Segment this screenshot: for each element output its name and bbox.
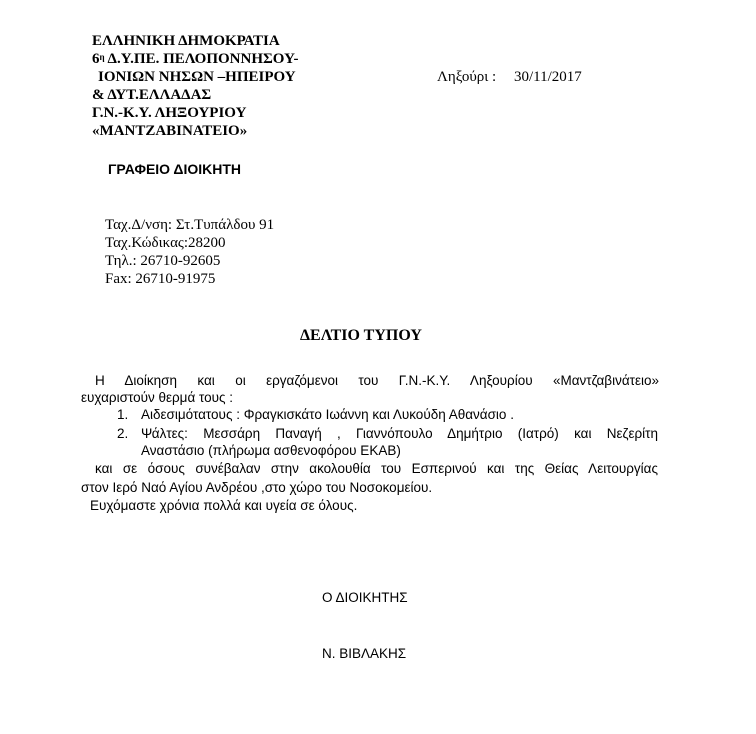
body-after-line1: και σε όσους συνέβαλαν στην ακολουθία του Εσπερινού και της Θείας Λειτουργίας <box>95 461 658 476</box>
header-line-health-region-rest: Δ.Υ.ΠΕ. ΠΕΛΟΠΟΝΝΗΣΟΥ- <box>104 51 299 67</box>
document-date: 30/11/2017 <box>514 69 582 85</box>
contact-postal-code: Ταχ.Κώδικας:28200 <box>105 235 226 251</box>
document-title: ΔΕΛΤΙΟ ΤΥΠΟΥ <box>300 327 422 344</box>
body-after-line2: στον Ιερό Ναό Αγίου Ανδρέου ,στο χώρο του Νοσοκομείου. <box>81 480 433 495</box>
body-intro-line2: ευχαριστούν θερμά τους : <box>81 390 234 405</box>
header-line-hospital-name: «ΜΑΝΤΖΑΒΙΝΑΤΕΙΟ» <box>92 123 248 139</box>
header-line-health-region-sup: η <box>99 52 105 62</box>
contact-fax: Fax: 26710-91975 <box>105 271 216 287</box>
office-heading: ΓΡΑΦΕΙΟ ΔΙΟΙΚΗΤΗ <box>108 161 242 177</box>
list-item-2-line2: Αναστάσιο (πλήρωμα ασθενοφόρου ΕΚΑΒ) <box>141 443 401 458</box>
place-label: Ληξούρι : <box>437 69 497 85</box>
body-intro-line1: Η Διοίκηση και οι εργαζόμενοι του Γ.Ν.-Κ.Υ. Ληξουρίου «Μαντζαβινάτειο» <box>95 373 659 388</box>
header-line-health-region <box>92 51 299 68</box>
list-item-2-number: 2. <box>117 426 129 441</box>
header-line-western-greece: & ΔΥΤ.ΕΛΛΑΔΑΣ <box>92 87 212 103</box>
header-line-islands: ΙΟΝΙΩΝ ΝΗΣΩΝ –ΗΠΕΙΡΟΥ <box>98 69 296 85</box>
body-wishes: Ευχόμαστε χρόνια πολλά και υγεία σε όλους. <box>90 498 358 513</box>
list-item-2-line1: Ψάλτες: Μεσσάρη Παναγή , Γιαννόπουλο Δημήτριο (Ιατρό) και Νεζερίτη <box>141 426 658 441</box>
header-line-country: ΕΛΛΗΝΙΚΗ ΔΗΜΟΚΡΑΤΙΑ <box>92 33 280 49</box>
signature-name: Ν. ΒΙΒΛΑΚΗΣ <box>322 646 407 661</box>
header-line-health-region-number: 6 <box>92 51 100 67</box>
contact-phone: Τηλ.: 26710-92605 <box>105 253 221 269</box>
header-line-hospital: Γ.Ν.-Κ.Υ. ΛΗΞΟΥΡΙΟΥ <box>92 105 247 121</box>
contact-address: Ταχ.Δ/νση: Στ.Τυπάλδου 91 <box>105 217 275 233</box>
list-item-1-number: 1. <box>117 407 129 422</box>
list-item-1-text: Αιδεσιμότατους : Φραγκισκάτο Ιωάννη και Λυκούδη Αθανάσιο . <box>141 407 514 422</box>
signature-role: Ο ΔΙΟΙΚΗΤΗΣ <box>322 590 408 605</box>
